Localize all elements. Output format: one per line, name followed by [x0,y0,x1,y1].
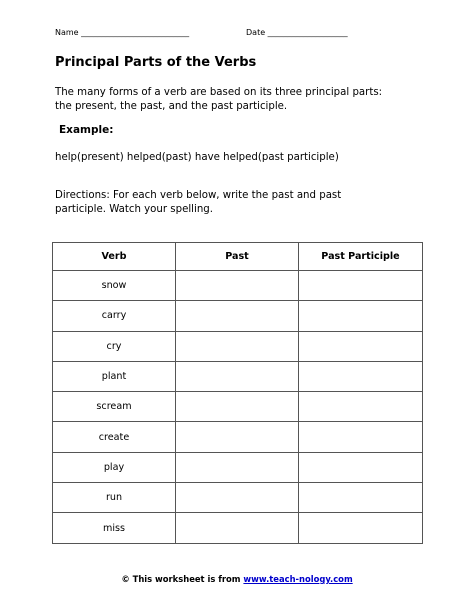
verb-cell: create [53,422,176,452]
past-participle-answer-cell[interactable] [299,513,423,543]
past-answer-cell[interactable] [176,392,299,422]
name-line: Name ___________________________ [55,28,190,37]
table-header-row [53,243,423,271]
table-row [53,483,423,513]
table-row [53,331,423,361]
footer-prefix: © This worksheet is from [121,574,244,584]
past-participle-answer-cell[interactable] [299,483,423,513]
past-participle-answer-cell[interactable] [299,361,423,391]
intro-paragraph [55,86,382,114]
past-answer-cell[interactable] [176,271,299,301]
verb-cell: carry [53,301,176,331]
table-row [53,301,423,331]
verb-cell: scream [53,392,176,422]
table-row [53,361,423,391]
table-row [53,392,423,422]
past-participle-answer-cell[interactable] [299,392,423,422]
past-answer-cell[interactable] [176,331,299,361]
past-answer-cell[interactable] [176,452,299,482]
past-answer-cell[interactable] [176,483,299,513]
date-line: Date ____________________ [246,28,348,37]
table-row [53,271,423,301]
verb-cell: snow [53,271,176,301]
past-participle-answer-cell[interactable] [299,452,423,482]
header-past-participle: Past Participle [299,243,423,271]
page-title: Principal Parts of the Verbs [55,55,257,70]
directions-line-1: Directions: For each verb below, write the past and past [55,190,342,201]
intro-line-1: The many forms of a verb are based on its three principal parts: [55,87,383,98]
example-text: help(present) helped(past) have helped(past participle) [55,152,339,163]
directions-paragraph [55,189,341,217]
table-row [53,513,423,543]
past-answer-cell[interactable] [176,301,299,331]
past-answer-cell[interactable] [176,422,299,452]
table-row [53,422,423,452]
example-label: Example: [59,124,114,136]
verbs-table [52,242,423,544]
past-participle-answer-cell[interactable] [299,422,423,452]
footer-link[interactable]: www.teach-nology.com [243,574,353,584]
past-participle-answer-cell[interactable] [299,301,423,331]
past-participle-answer-cell[interactable] [299,271,423,301]
past-answer-cell[interactable] [176,513,299,543]
intro-line-2: the present, the past, and the past participle. [55,101,288,112]
verb-cell: run [53,483,176,513]
verb-cell: miss [53,513,176,543]
header-past: Past [176,243,299,271]
table-row [53,452,423,482]
directions-line-2: participle. Watch your spelling. [55,204,213,215]
header-verb: Verb [53,243,176,271]
verb-cell: cry [53,331,176,361]
verb-cell: plant [53,361,176,391]
footer-credit [0,574,474,584]
past-participle-answer-cell[interactable] [299,331,423,361]
verb-cell: play [53,452,176,482]
past-answer-cell[interactable] [176,361,299,391]
